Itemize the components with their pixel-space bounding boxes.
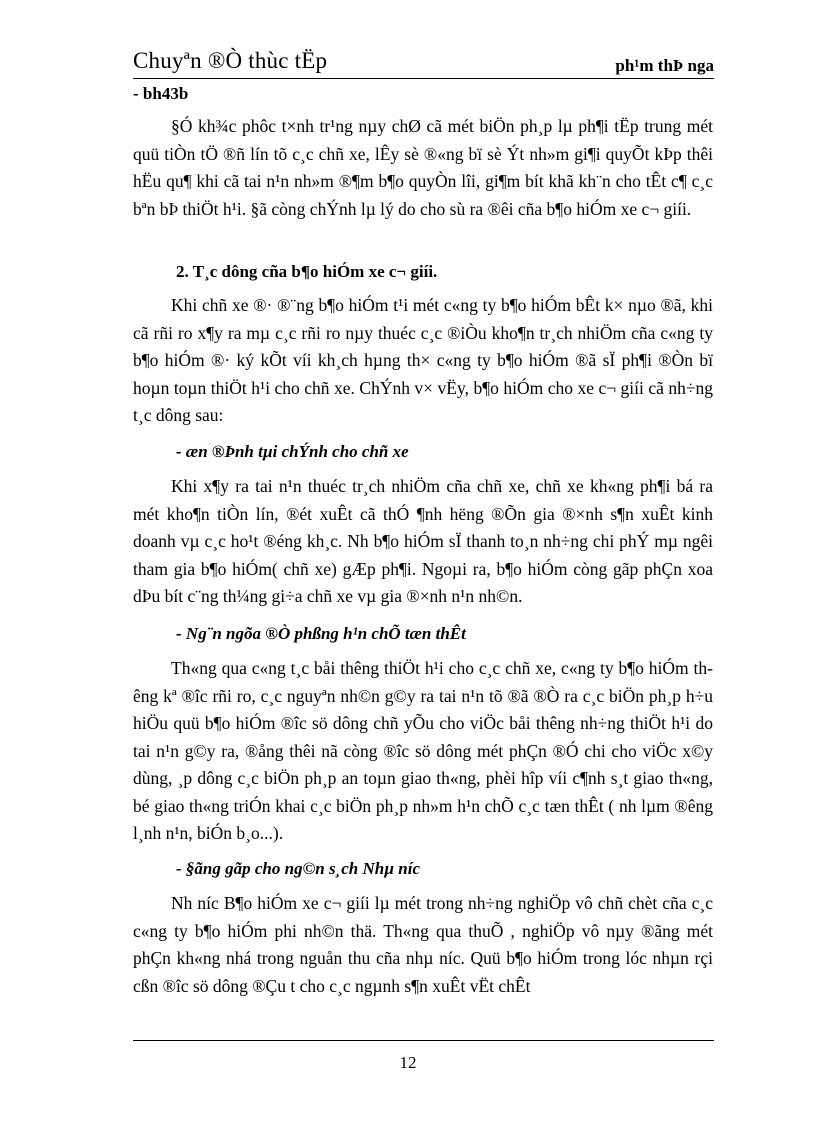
- header-author: ph¹m thÞ nga: [615, 56, 714, 75]
- page-header: [133, 46, 714, 79]
- footer-divider: [133, 1040, 714, 1041]
- subheading-prevention: - Ng¨n ngõa ®Ò phßng h¹n chÕ tæn thÊt: [176, 624, 466, 643]
- paragraph-section2: Khi chñ xe ®· ®¨ng b¶o hiÓm t¹i mét c«ng ty b¶o hiÓm bÊt k× nµo ®ã, khi cã rñi ro x¶y ra mµ c¸c rñi ro nµy thuéc c¸c ®iÒu kho¶n tr¸ch nhiÖm cña c«ng ty b¶o hiÓm ®· ký kÕt víi kh¸ch hµng th× c«ng ty b¶o hiÓm ®ã sÏ ph¶i ®Òn bï hoµn toµn thiÖt h¹i cho chñ xe. ChÝnh v× vËy, b¶o hiÓm cho xe c¬ giíi cã nh÷ng t¸c dông sau:: [133, 295, 713, 425]
- subheading-financial: - æn ®Þnh tµi chÝnh cho chñ xe: [176, 442, 409, 461]
- paragraph-financial: Khi x¶y ra tai n¹n thuéc tr¸ch nhiÖm cña chñ xe, chñ xe kh«ng ph¶i bá ra mét kho¶n tiÒn lín, ®ét xuÊt cã thÓ ¶nh hëng ®Õn gia ®×nh s¶n xuÊt kinh doanh vµ c¸c ho¹t ®éng kh¸c. Nh b¶o hiÓm sÏ thanh to¸n nh÷ng chi phÝ mµ ngêi tham gia b¶o hiÓm( chñ xe) gÆp ph¶i. Ngoµi ra, b¶o hiÓm còng gãp phÇn xoa dÞu bít c¨ng th¼ng gi÷a chñ xe vµ gia ®×nh n¹n nh©n.: [133, 476, 713, 606]
- section-heading-2: 2. T¸c dông cña b¶o hiÓm xe c¬ giíi.: [176, 262, 438, 281]
- subheading-budget: - §ãng gãp cho ng©n s¸ch Nhµ níc: [176, 859, 421, 878]
- page-number: 12: [399, 1053, 417, 1072]
- header-code: - bh43b: [133, 84, 189, 103]
- header-title: Chuyªn ®Ò thùc tËp: [133, 48, 328, 73]
- paragraph-intro: §Ó kh¾c phôc t×nh tr¹ng nµy chØ cã mét biÖn ph¸p lµ ph¶i tËp trung mét quü tiÒn tÖ ®ñ lín tõ c¸c chñ xe, lÊy sè ®«ng bï sè Ýt nh»m gi¶i quyÕt kÞp thêi hËu qu¶ khi cã tai n¹n nh»m ®¶m b¶o quyÒn lîi, gi¶m bít khã kh¨n cho tÊt c¶ c¸c bªn bÞ thiÖt h¹i. §ã còng chÝnh lµ lý do cho sù ra ®êi cña b¶o hiÓm xe c¬ giíi.: [133, 116, 713, 219]
- paragraph-prevention: Th«ng qua c«ng t¸c båi thêng thiÖt h¹i cho c¸c chñ xe, c«ng ty b¶o hiÓm thêng kª ®îc rñi ro, c¸c nguyªn nh©n g©y ra tai n¹n tõ ®ã ®Ò ra c¸c biÖn ph¸p h÷u hiÖu quü b¶o hiÓm ®îc sö dông chñ yÕu cho viÖc båi thêng nh÷ng thiÖt h¹i do tai n¹n g©y ra, ®ång thêi nã còng ®îc sö dông mét phÇn ®Ó chi cho viÖc x©y dùng, ¸p dông c¸c biÖn ph¸p an toµn giao th«ng, phèi hîp víi c¶nh s¸t giao th«ng, bé giao th«ng triÓn khai c¸c biÖn ph¸p nh»m h¹n chÕ c¸c tæn thÊt ( nh lµm ®êng l¸nh n¹n, biÓn b¸o...).: [133, 658, 713, 843]
- paragraph-budget: Nh níc B¶o hiÓm xe c¬ giíi lµ mét trong nh÷ng nghiÖp vô chñ chèt cña c¸c c«ng ty b¶o hiÓm phi nh©n thä. Th«ng qua thuÕ , nghiÖp vô nµy ®ãng mét phÇn kh«ng nhá trong nguån thu cña nhµ níc. Quü b¶o hiÓm trong lóc nhµn rçi cßn ®îc sö dông ®Çu t cho c¸c ngµnh s¶n xuÊt vËt chÊt: [133, 893, 713, 996]
